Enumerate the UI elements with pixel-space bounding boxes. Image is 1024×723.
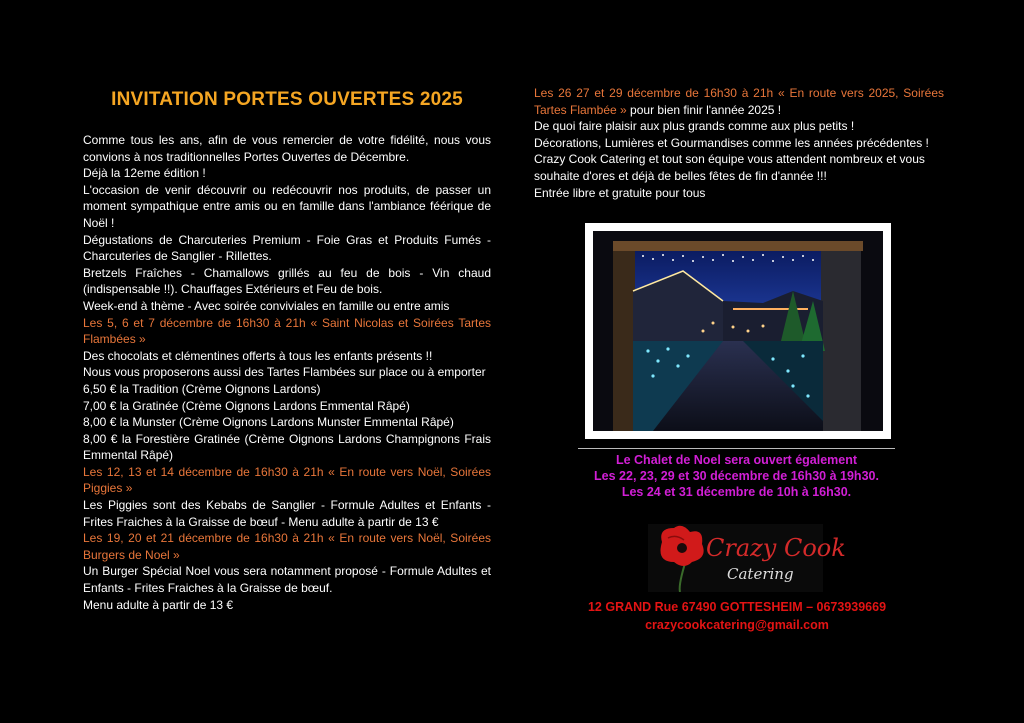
left-paragraph: 7,00 € la Gratinée (Crème Oignons Lardons Emmental Râpé) — [83, 398, 410, 413]
left-paragraph: Des chocolats et clémentines offerts à tous les enfants présents !! — [83, 348, 433, 363]
chalet-line: Les 22, 23, 29 et 30 décembre de 16h30 à 19h30. — [594, 469, 879, 483]
right-paragraph: De quoi faire plaisir aux plus grands comme aux plus petits ! — [534, 119, 855, 134]
event-heading: Les 5, 6 et 7 décembre de 16h30 à 21h « Saint Nicolas et Soirées Tartes Flambées » — [83, 315, 491, 347]
right-paragraph: Décorations, Lumières et Gourmandises comme les années précédentes ! — [534, 135, 929, 150]
contact-block — [560, 598, 914, 634]
christmas-lights-photo — [593, 231, 883, 431]
right-paragraph: Entrée libre et gratuite pour tous — [534, 185, 706, 200]
left-paragraph: 6,50 € la Tradition (Crème Oignons Lardons) — [83, 381, 321, 396]
page-title: INVITATION PORTES OUVERTES 2025 — [111, 89, 463, 110]
right-intro — [534, 85, 944, 118]
left-paragraph: Week-end à thème - Avec soirée conviviales en famille ou entre amis — [83, 298, 450, 313]
left-paragraph: Menu adulte à partir de 13 € — [83, 597, 234, 612]
left-paragraph: 8,00 € la Munster (Crème Oignons Lardons Munster Emmental Râpé) — [83, 415, 454, 430]
logo-subtitle: Catering — [727, 565, 794, 583]
right-intro-orange: Les 26 27 et 29 décembre de 16h30 à 21h « En route vers 2025, Soirées Tartes Flambée » — [534, 86, 944, 117]
event-heading: Les 19, 20 et 21 décembre de 16h30 à 21h « En route vers Noël, Soirées Burgers de Noel » — [83, 531, 491, 562]
divider — [578, 448, 895, 449]
right-intro-white: pour bien finir l'année 2025 ! — [626, 102, 782, 117]
left-paragraph: 8,00 € la Forestière Gratinée (Crème Oignons Lardons Champignons Frais Emmental Râpé) — [83, 431, 491, 463]
left-paragraph: Déjà la 12eme édition ! — [83, 166, 206, 181]
left-paragraph: Les Piggies sont des Kebabs de Sanglier - Formule Adultes et Enfants - Frites Fraiches à la Graisse de bœuf - Menu adulte à partir de 13 € — [83, 498, 491, 529]
chalet-notice — [570, 452, 903, 500]
left-paragraph: Nous vous proposerons aussi des Tartes Flambées sur place ou à emporter — [83, 365, 486, 380]
logo-title: Crazy Cook — [706, 534, 846, 562]
left-paragraph: Bretzels Fraîches - Chamallows grillés au feu de bois - Vin chaud (indispensable !!). Chauffages Extérieurs et Feu de bois. — [83, 265, 491, 297]
left-paragraph: Dégustations de Charcuteries Premium - Foie Gras et Produits Fumés - Charcuteries de Sanglier - Rillettes. — [83, 232, 491, 264]
left-paragraph: L'occasion de venir découvrir ou redécouvrir nos produits, de passer un moment sympathique entre amis ou en famille dans l'ambiance féérique de Noël ! — [83, 182, 491, 230]
event-heading: Les 12, 13 et 14 décembre de 16h30 à 21h « En route vers Noël, Soirées Piggies » — [83, 464, 491, 496]
address: 12 GRAND Rue 67490 GOTTESHEIM – 0673939669 — [587, 600, 887, 614]
chalet-line: Le Chalet de Noel sera ouvert également — [615, 453, 858, 467]
right-paragraph: Crazy Cook Catering et tout son équipe vous attendent nombreux et vous souhaite d'ores et déjà de belles fêtes de fin d'année !!! — [534, 152, 925, 183]
left-paragraph: Un Burger Spécial Noel vous sera notamment proposé - Formule Adultes et Enfants - Frites Fraiches à la Graisse de bœuf. — [83, 564, 491, 596]
chalet-line: Les 24 et 31 décembre de 10h à 16h30. — [621, 485, 852, 499]
left-column — [83, 88, 491, 613]
left-paragraphs — [83, 132, 491, 613]
left-paragraph: Comme tous les ans, afin de vous remercier de votre fidélité, nous vous convions à nos traditionnelles Portes Ouvertes de Décembre. — [83, 133, 491, 164]
email-link[interactable]: crazycookcatering@gmail.com — [645, 618, 829, 632]
christmas-photo — [585, 223, 891, 439]
right-column — [534, 85, 944, 201]
